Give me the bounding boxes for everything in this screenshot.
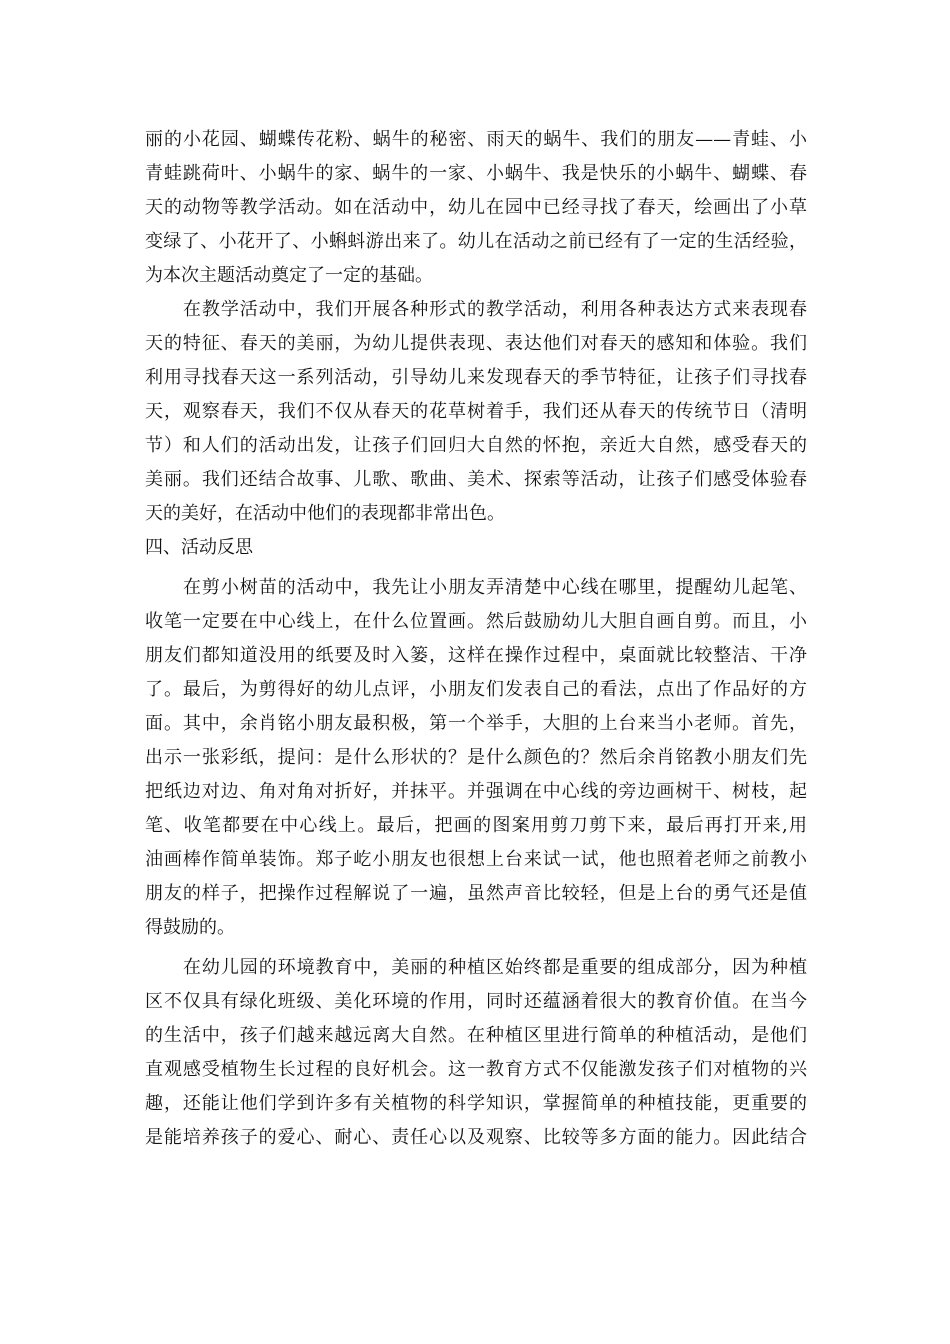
paragraph-line: 在剪小树苗的活动中，我先让小朋友弄清楚中心线在哪里，提醒幼儿起笔、 (183, 577, 807, 598)
paragraph-line: 朋友们都知道没用的纸要及时入篓，这样在操作过程中，桌面就比较整洁、干净 (145, 645, 807, 666)
paragraph-line: 得鼓励的。 (145, 917, 235, 938)
paragraph-line: 朋友的样子，把操作过程解说了一遍，虽然声音比较轻，但是上台的勇气还是值 (145, 883, 807, 904)
paragraph-line: 面。其中，余肖铭小朋友最积极，第一个举手，大胆的上台来当小老师。首先， (145, 713, 807, 734)
document-body (145, 123, 807, 1155)
paragraph-line: 趣，还能让他们学到许多有关植物的科学知识，掌握简单的种植技能，更重要的 (145, 1093, 807, 1114)
paragraph-line: 天的特征、春天的美丽，为幼儿提供表现、表达他们对春天的感知和体验。我们 (145, 333, 807, 354)
paragraph-line: 直观感受植物生长过程的良好机会。这一教育方式不仅能激发孩子们对植物的兴 (145, 1059, 807, 1080)
paragraph-line: 收笔一定要在中心线上，在什么位置画。然后鼓励幼儿大胆自画自剪。而且，小 (145, 611, 807, 632)
paragraph-reflection-paper-cutting (145, 571, 807, 945)
paragraph-planting-area (145, 951, 807, 1155)
paragraph-line: 是能培养孩子的爱心、耐心、责任心以及观察、比较等多方面的能力。因此结合 (145, 1127, 807, 1148)
paragraph-line: 天的美好，在活动中他们的表现都非常出色。 (145, 503, 505, 524)
paragraph-line: 天，观察春天，我们不仅从春天的花草树着手，我们还从春天的传统节日（清明 (145, 401, 807, 422)
paragraph-line: 笔、收笔都要在中心线上。最后，把画的图案用剪刀剪下来，最后再打开来,用 (145, 815, 807, 836)
paragraph-line: 美丽。我们还结合故事、儿歌、歌曲、美术、探索等活动，让孩子们感受体验春 (145, 469, 807, 490)
paragraph-line: 节）和人们的活动出发，让孩子们回归大自然的怀抱，亲近大自然，感受春天的 (145, 435, 807, 456)
paragraph-line: 天的动物等教学活动。如在活动中，幼儿在园中已经寻找了春天，绘画出了小草 (145, 197, 807, 218)
section-heading: 四、活动反思 (145, 537, 253, 558)
paragraph-line: 油画棒作简单装饰。郑子屹小朋友也很想上台来试一试，他也照着老师之前教小 (145, 849, 807, 870)
paragraph-line: 出示一张彩纸，提问：是什么形状的？是什么颜色的？然后余肖铭教小朋友们先 (145, 747, 807, 768)
paragraph-line: 区不仅具有绿化班级、美化环境的作用，同时还蕴涵着很大的教育价值。在当今 (145, 991, 807, 1012)
paragraph-line: 在幼儿园的环境教育中，美丽的种植区始终都是重要的组成部分，因为种植 (183, 957, 807, 978)
paragraph-line: 利用寻找春天这一系列活动，引导幼儿来发现春天的季节特征，让孩子们寻找春 (145, 367, 807, 388)
paragraph-line: 为本次主题活动奠定了一定的基础。 (145, 265, 433, 286)
paragraph-line: 把纸边对边、角对角对折好，并抹平。并强调在中心线的旁边画树干、树枝，起 (145, 781, 807, 802)
paragraph-line: 了。最后，为剪得好的幼儿点评，小朋友们发表自己的看法，点出了作品好的方 (145, 679, 807, 700)
paragraph-line: 青蛙跳荷叶、小蜗牛的家、蜗牛的一家、小蜗牛、我是快乐的小蜗牛、蝴蝶、春 (145, 163, 807, 184)
paragraph-line: 的生活中，孩子们越来越远离大自然。在种植区里进行简单的种植活动，是他们 (145, 1025, 807, 1046)
paragraph-line: 在教学活动中，我们开展各种形式的教学活动，利用各种表达方式来表现春 (183, 299, 807, 320)
paragraph-continued-intro (145, 123, 807, 293)
paragraph-line: 变绿了、小花开了、小蝌蚪游出来了。幼儿在活动之前已经有了一定的生活经验， (145, 231, 807, 252)
paragraph-teaching-activities (145, 293, 807, 531)
paragraph-line: 丽的小花园、蝴蝶传花粉、蜗牛的秘密、雨天的蜗牛、我们的朋友——青蛙、小 (145, 129, 807, 150)
